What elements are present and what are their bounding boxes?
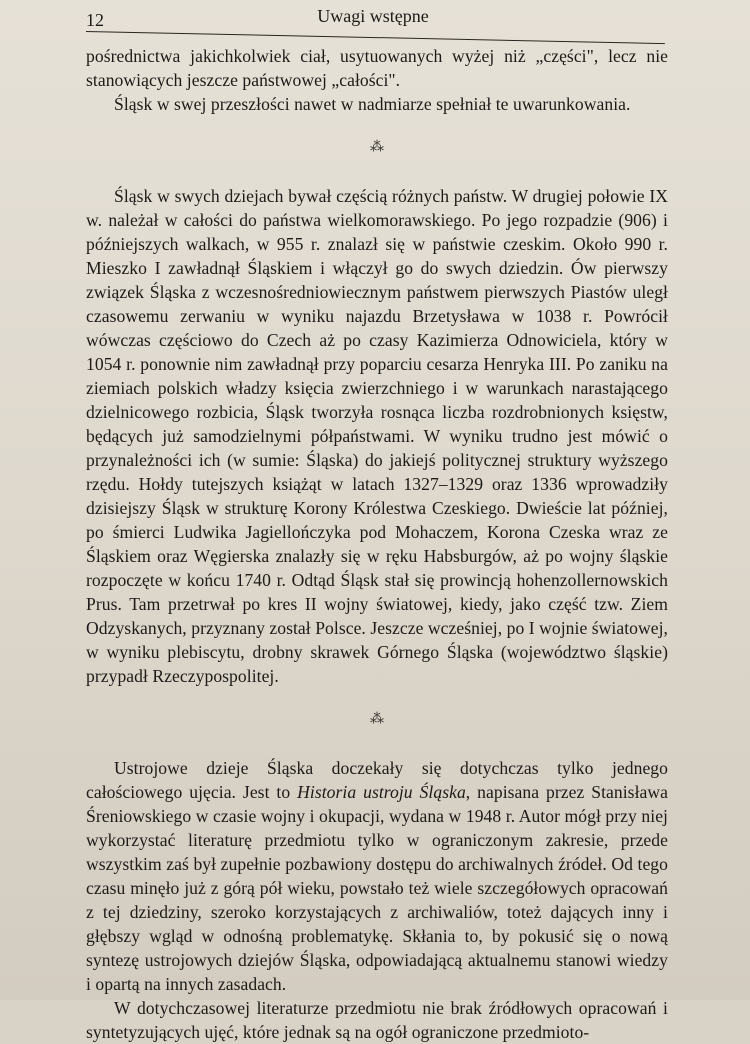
- running-head: Uwagi wstępne: [317, 6, 429, 26]
- paragraph-silesia-conditions: Śląsk w swej przeszłości nawet w nadmiarze spełniał te uwarunkowania.: [114, 94, 631, 114]
- spacer: [86, 732, 668, 756]
- paragraph-continued: pośrednictwa jakichkolwiek ciał, usytuowanych wyżej niż „części", lecz nie stanowiących jeszcze państwowej „całości".: [86, 46, 668, 90]
- spacer: [86, 116, 668, 136]
- section-separator-asterism: ⁂: [369, 712, 385, 727]
- p4-text-before-title: Ustrojowe dzieje Śląska doczekały się dotychczas tylko jednego całościowego ujęcia. Jest to: [86, 758, 668, 802]
- spacer: [86, 688, 668, 708]
- paragraph-literature: W dotychczasowej literaturze przedmiotu nie brak źródłowych opracowań i syntetyzujących ujęć, które jednak są na ogół ograniczone przedmioto-: [86, 998, 668, 1042]
- p4-text-after-title: , napisana przez Stanisława Śreniowskiego w czasie wojny i okupacji, wydana w 1948 r. Autor mógł przy niej wykorzystać literaturę przedmiotu tylko w ograniczonym zakresie, przede wszystkim zaś był zupełnie pozbawiony dostępu do archiwalnych źródeł. Od tego czasu minęło już z górą pół wieku, powstało też wiele szczegółowych opracowań z tej dziedziny, szeroko korzystających z archiwaliów, toteż dających inny i głębszy wgląd w odnośną problematykę. Skłania to, by pokusić się o nową syntezę ustrojowych dziejów Śląska, odpowiadającą aktualnemu stanowi wiedzy i opartą na innych zasadach.: [86, 782, 668, 994]
- page-number: 12: [86, 10, 104, 30]
- spacer: [86, 160, 668, 184]
- paragraph-silesia-history: Śląsk w swych dziejach bywał częścią różnych państw. W drugiej połowie IX w. należał w całości do państwa wielkomorawskiego. Po jego rozpadzie (906) i późniejszych walkach, w 955 r. znalazł się w państwie czeskim. Około 990 r. Mieszko I zawładnął Śląskiem i włączył go do swych dziedzin. Ów pierwszy związek Śląska z wczesnośredniowiecznym państwem pierwszych Piastów uległ czasowemu zerwaniu w wyniku najazdu Brzetysława w 1038 r. Powrócił wówczas częściowo do Czech aż po czasy Kazimierza Odnowiciela, który w 1054 r. ponownie nim zawładnął przy poparciu cesarza Henryka III. Po zaniku na ziemiach polskich władzy księcia zwierzchniego i w warunkach narastającego dzielnicowego rozbicia, Śląsk tworzyła rosnąca liczba rozdrobnionych księstw, będących już samodzielnymi półpaństwami. W wyniku trudno jest mówić o przynależności ich (w sumie: Śląska) do jakiejś politycznej struktury wyższego rzędu. Hołdy tutejszych książąt w latach 1327–1329 oraz 1336 wprowadziły dzisiejszy Śląsk w strukturę Korony Królestwa Czeskiego. Dwieście lat później, po śmierci Ludwika Jagiellończyka pod Mohaczem, Korona Czeska wraz ze Śląskiem oraz Węgierska znalazły się w ręku Habsburgów, aż po wojny śląskie rozpoczęte w końcu 1740 r. Odtąd Śląsk stał się prowincją hohenzollernowskich Prus. Tam przetrwał po kres II wojny światowej, kiedy, jako część tzw. Ziem Odzyskanych, przyznany został Polsce. Jeszcze wcześniej, po I wojnie światowej, w wyniku plebiscytu, drobny skrawek Górnego Śląska (województwo śląskie) przypadł Rzeczypospolitej.: [86, 186, 668, 686]
- book-title-italic: Historia ustroju Śląska: [297, 782, 466, 802]
- section-separator-asterism: ⁂: [369, 140, 385, 155]
- page-content: [86, 44, 668, 1044]
- paragraph-constitutional-history: [86, 756, 668, 996]
- page-header: [86, 6, 660, 34]
